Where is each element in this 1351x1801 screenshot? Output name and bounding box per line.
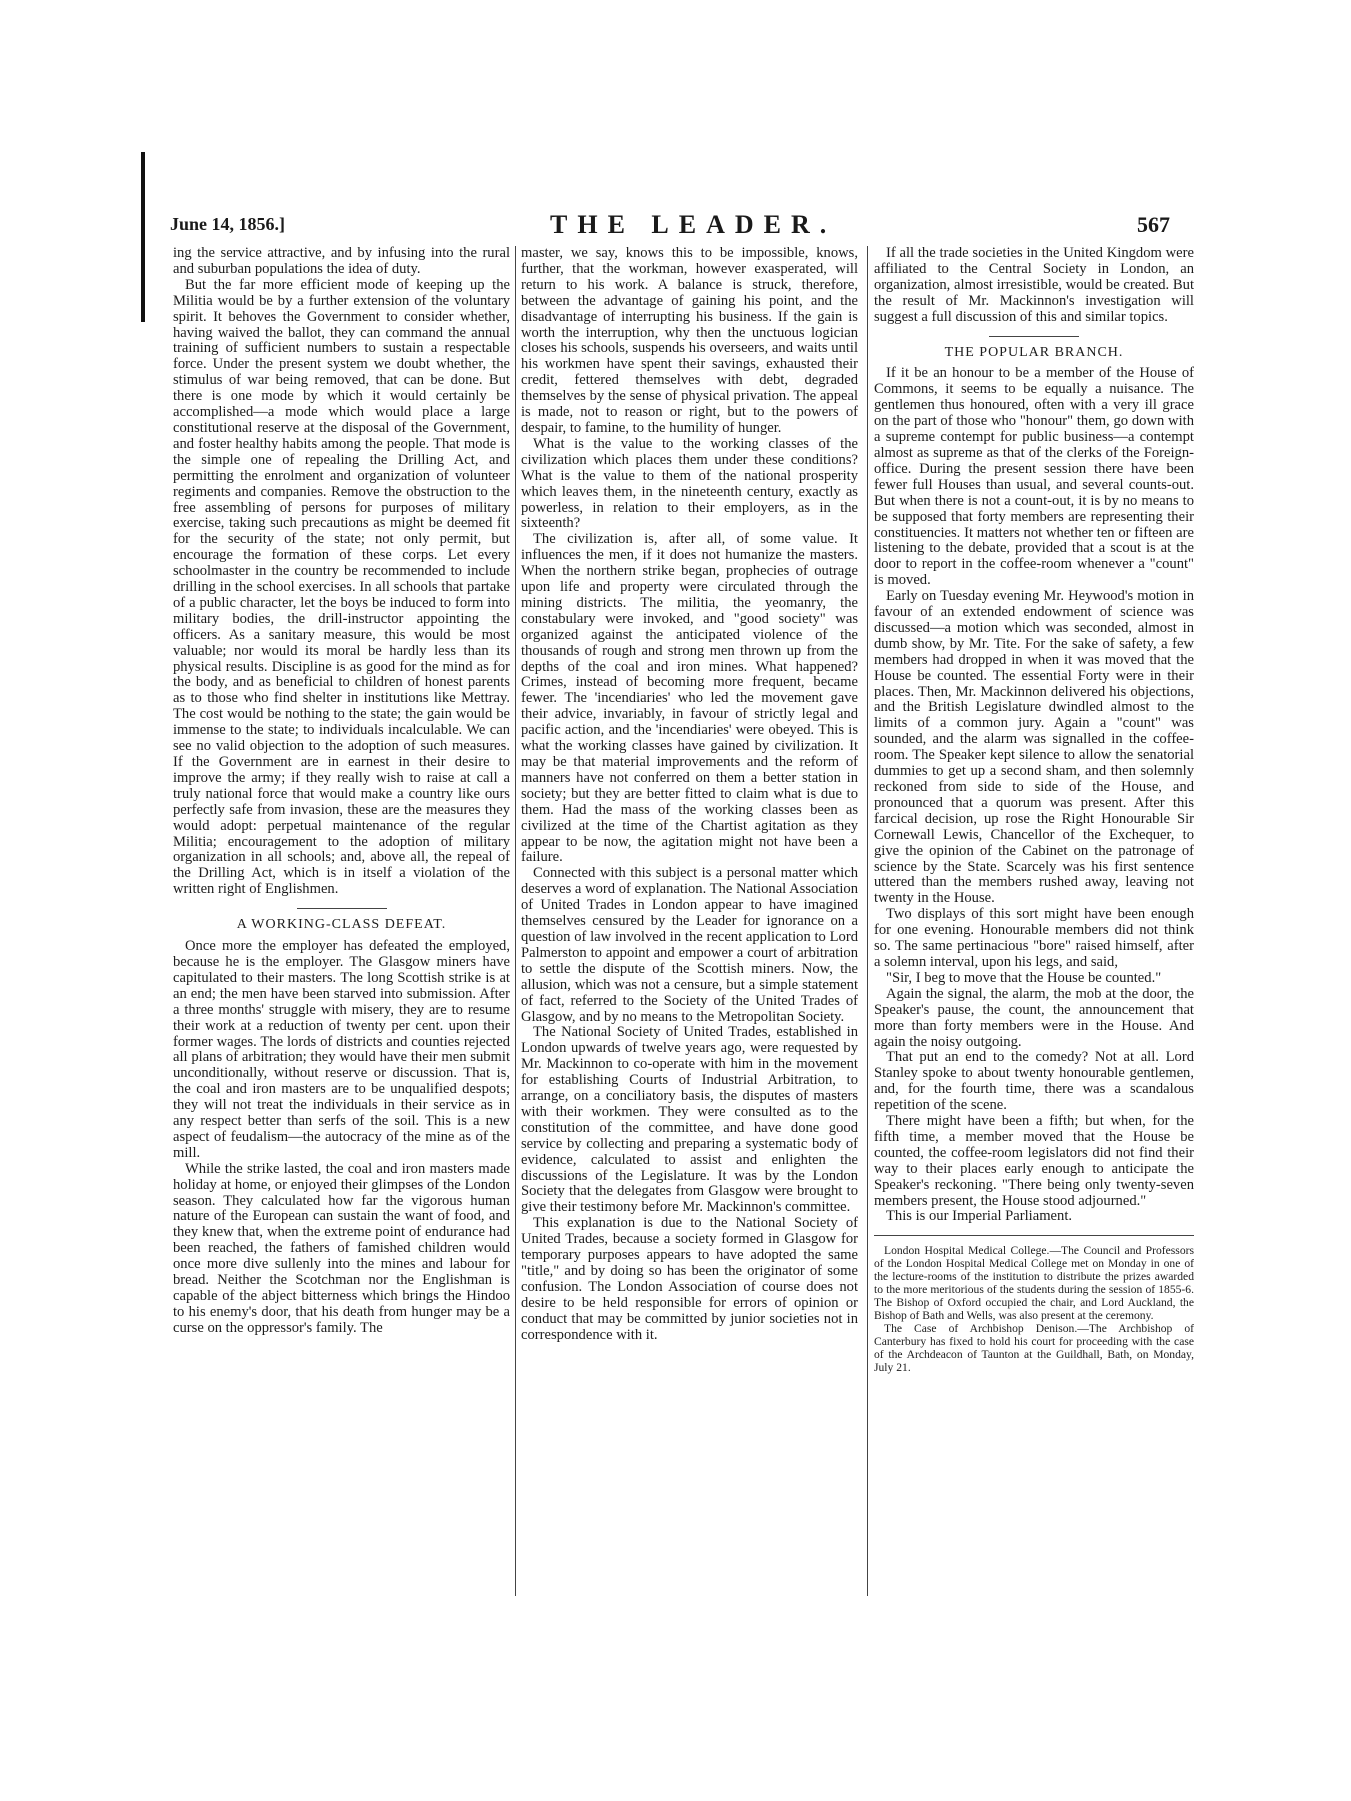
paragraph: "Sir, I beg to move that the House be counted." <box>886 969 1162 986</box>
paragraph: Again the signal, the alarm, the mob at the door, the Speaker's pause, the count, the announcement that more than forty members were in the House. And again the noisy outgoing. <box>874 985 1194 1050</box>
paragraph: While the strike lasted, the coal and iron masters made holiday at home, or enjoyed their glimpses of the London season. They calculated how far the vigorous human nature of the European can sustain the want of food, and they knew that, when the extreme point of endurance had been reached, the fathers of famished children would once more dive sullenly into the mines and labour for bread. Neither the Scotchman nor the Englishman is capable of the abject bitterness which brings the Hindoo to his enemy's door, that his death from hunger may be a curse on the oppressor's family. The <box>173 1160 510 1336</box>
section-divider <box>874 1235 1194 1236</box>
paragraph: But the far more efficient mode of keeping up the Militia would be by a further extension of the voluntary spirit. It behoves the Government to consider whether, having waived the ballot, they can command the annual training of sufficient numbers to sustain a respectable force. Under the present system we doubt whether, the stimulus of war being removed, that can be done. But there is one mode by which it would certainly be accomplished—a mode which would place a large constitutional reserve at the disposal of the Government, and foster healthy habits among the people. That mode is the simple one of repealing the Drilling Act, and permitting the enrolment and organization of volunteer regiments and companies. Remove the obstruction to the free assembling of persons for purposes of military exercise, taking such precautions as might be deemed fit for the security of the state; not only permit, but encourage the formation of these corps. Let every schoolmaster in the country be recommended to include drilling in the school exercises. In all schools that partake of a public character, let the boys be induced to form into military bodies, the drill-instructor appointing the officers. As a sanitary measure, this would be most valuable; nor would its moral be hardly less than its physical results. Discipline is as good for the mind as for the body, and as beneficial to children of honest parents as to those who find shelter in institutions like Mettray. The cost would be nothing to the state; the gain would be immense to the state; to individuals incalculable. We can see no valid objection to the adoption of such measures. If the Government are in earnest in their desire to improve the army; if they really wish to raise at call a truly national force that would make a country like ours perfectly safe from invasion, these are the measures they would adopt: perpetual maintenance of the regular Militia; encouragement to the adoption of military organization in all schools; and, above all, the repeal of the Drilling Act, which is in itself a violation of the written right of Englishmen. <box>173 276 510 898</box>
paragraph: The civilization is, after all, of some value. It influences the men, if it does not humanize the masters. When the northern strike began, prophecies of outrage upon life and property were circulated through the mining districts. The militia, the yeomanry, the constabulary were invoked, and "good society" was organized against the anticipated violence of the thousands of rough and strong men thrown up from the depths of the coal and iron mines. What happened? Crimes, instead of becoming more frequent, became fewer. The 'incendiaries' who led the movement gave their advice, invariably, in favour of strictly legal and pacific action, and the 'incendiaries' were obeyed. This is what the working classes have gained by civilization. It may be that material improvements and the reform of manners have not conferred on them a better station in society; but they are better fitted to claim what is due to them. Had the mass of the working classes been as civilized at the time of the Chartist agitation as they appear to be now, the agitation might not have been a failure. <box>521 531 858 866</box>
news-note: London Hospital Medical College.—The Council and Professors of the London Hospital Medical College met on Monday in one of the lecture-rooms of the institution to distribute the prizes awarded to the more meritorious of the students during the session of 1855-6. The Bishop of Oxford occupied the chair, and Lord Auckland, the Bishop of Bath and Wells, was also present at the ceremony. <box>874 1244 1194 1323</box>
paragraph: That put an end to the comedy? Not at all. Lord Stanley spoke to about twenty honourable gentlemen, and, for the fourth time, there was a scandalous repetition of the scene. <box>874 1049 1194 1114</box>
column-1 <box>173 246 510 1626</box>
news-note: The Case of Archbishop Denison.—The Archbishop of Canterbury has fixed to hold his court for proceeding with the case of the Archdeacon of Taunton at the Guildhall, Bath, on Monday, July 21. <box>874 1322 1194 1375</box>
paragraph: Once more the employer has defeated the employed, because he is the employer. The Glasgow miners have capitulated to their masters. The long Scottish strike is at an end; the men have been starved into submission. After a three months' struggle with misery, they are to resume their work at a reduction of twenty per cent. upon their former wages. The lords of districts and counties rejected all plans of arbitration; they would have their men submit unconditionally, without reserve or discussion. That is, the coal and iron masters are to be unqualified despots; they will not treat the individuals in their service as in any respect better than serfs of the soil. This is a new aspect of feudalism—the autocracy of the mine as of the mill. <box>173 938 510 1161</box>
paragraph: If it be an honour to be a member of the House of Commons, it seems to be equally a nuisance. The gentlemen thus honoured, often with a very ill grace on the part of those who "honour" them, go down with a supreme contempt for public business—a contempt almost as supreme as that of the clerks of the Foreign-office. During the present session there have been fewer full Houses than usual, and several counts-out. But when there is not a count-out, it is by no means to be supposed that forty members are representing their constituencies. It matters not whether ten or fifteen are listening to the debate, provided that a scout is at the door to report in the coffee-room whenever a "count" is moved. <box>874 365 1194 589</box>
paragraph: This explanation is due to the National Society of United Trades, because a society formed in Glasgow for temporary purposes appears to have adopted the same "title," and by doing so has been the originator of some confusion. The London Association of course does not desire to be held responsible for errors of opinion or conduct that may be committed by junior societies not in correspondence with it. <box>521 1215 858 1343</box>
news-notes <box>874 1244 1194 1374</box>
paragraph: Two displays of this sort might have been enough for one evening. Honourable members did not think so. The same pertinacious "bore" raised himself, after a solemn interval, upon his legs, and said, <box>874 906 1194 970</box>
section-divider <box>989 336 1079 337</box>
article-heading: A WORKING-CLASS DEFEAT. <box>236 917 447 933</box>
page-header <box>170 208 1170 242</box>
paragraph: The National Society of United Trades, established in London upwards of twelve years ago, were requested by Mr. Mackinnon to co-operate with him in the movement for establishing Courts of Industrial Arbitration, to arrange, on a conciliatory basis, the disputes of masters with their workmen. They were consulted as to the constitution of the committee, and have done good service by collecting and preparing a systematic body of evidence, calculated to assist and enlighten the discussions of the Legislature. It was by the London Society that the delegates from Glasgow were brought to give their testimony before Mr. Mackinnon's committee. <box>521 1024 858 1216</box>
column-2 <box>521 246 858 1621</box>
paragraph: This is our Imperial Parliament. <box>886 1208 1073 1225</box>
column-3 <box>874 246 1194 1576</box>
article-heading: THE POPULAR BRANCH. <box>944 344 1124 360</box>
page-number: 567 <box>1137 212 1170 237</box>
paragraph: What is the value to the working classes of the civilization which places them under these conditions? What is the value to them of the national prosperity which leaves them, in the nineteenth century, exactly as powerless, in relation to their employers, as in the sixteenth? <box>521 435 858 532</box>
header-date: June 14, 1856.] <box>170 214 286 234</box>
paragraph: If all the trade societies in the United Kingdom were affiliated to the Central Society in London, an organization, almost irresistible, would be created. But the result of Mr. Mackinnon's investigation will suggest a full discussion of this and similar topics. <box>874 246 1194 325</box>
paragraph: master, we say, knows this to be impossible, knows, further, that the workman, however exasperated, will return to his work. A balance is struck, therefore, between the advantage of gaining his point, and the disadvantage of interrupting his business. If the gain is worth the interruption, why then the unctuous logician closes his schools, suspends his overseers, and waits until his workmen have spent their savings, exhausted their credit, fettered themselves with debt, degraded themselves by the sense of physical privation. The appeal is made, not to reason or right, but to the powers of despair, to famine, to the humility of hunger. <box>521 246 858 436</box>
paragraph: Connected with this subject is a personal matter which deserves a word of explanation. The National Association of United Trades in London appear to have imagined themselves censured by the Leader for ignorance on a question of law involved in the recent application to Lord Palmerston to appoint and empower a court of arbitration to settle the dispute of the Scottish miners. Now, the allusion, which was not a censure, but a simple statement of fact, referred to the Society of the United Trades of Glasgow, and by no means to the Metropolitan Society. <box>521 865 858 1025</box>
paragraph: There might have been a fifth; but when, for the fifth time, a member moved that the House be counted, the coffee-room legislators did not find their way to their places early enough to anticipate the Speaker's reckoning. "There being only twenty-seven members present, the House stood adjourned." <box>874 1113 1194 1209</box>
column-divider <box>515 246 516 1596</box>
margin-rule <box>141 152 145 322</box>
paragraph: ing the service attractive, and by infusing into the rural and suburban populations the idea of duty. <box>173 246 510 277</box>
paragraph: Early on Tuesday evening Mr. Heywood's motion in favour of an extended endowment of science was discussed—a motion which was seconded, almost in dumb show, by Mr. Tite. For the sake of safety, a few members had dropped in when it was moved that the House be counted. The essential Forty were in their places. Then, Mr. Mackinnon delivered his objections, and the British Legislature dwindled almost to the limits of a common jury. Again a "count" was sounded, and the alarm was signalled in the coffee-room. The Speaker kept silence to allow the senatorial dummies to get up a second sham, and then solemnly reckoned from side to side of the House, and pronounced that a quorum was present. After this farcical decision, up rose the Right Honourable Sir Cornewall Lewis, Chancellor of the Exchequer, to give the opinion of the Cabinet on the patronage of science by the State. Scarcely was his first sentence uttered than the members rushed away, leaving not twenty in the House. <box>874 588 1194 907</box>
column-divider <box>867 246 868 1596</box>
masthead-title: THE LEADER. <box>550 210 837 239</box>
section-divider <box>297 908 387 909</box>
